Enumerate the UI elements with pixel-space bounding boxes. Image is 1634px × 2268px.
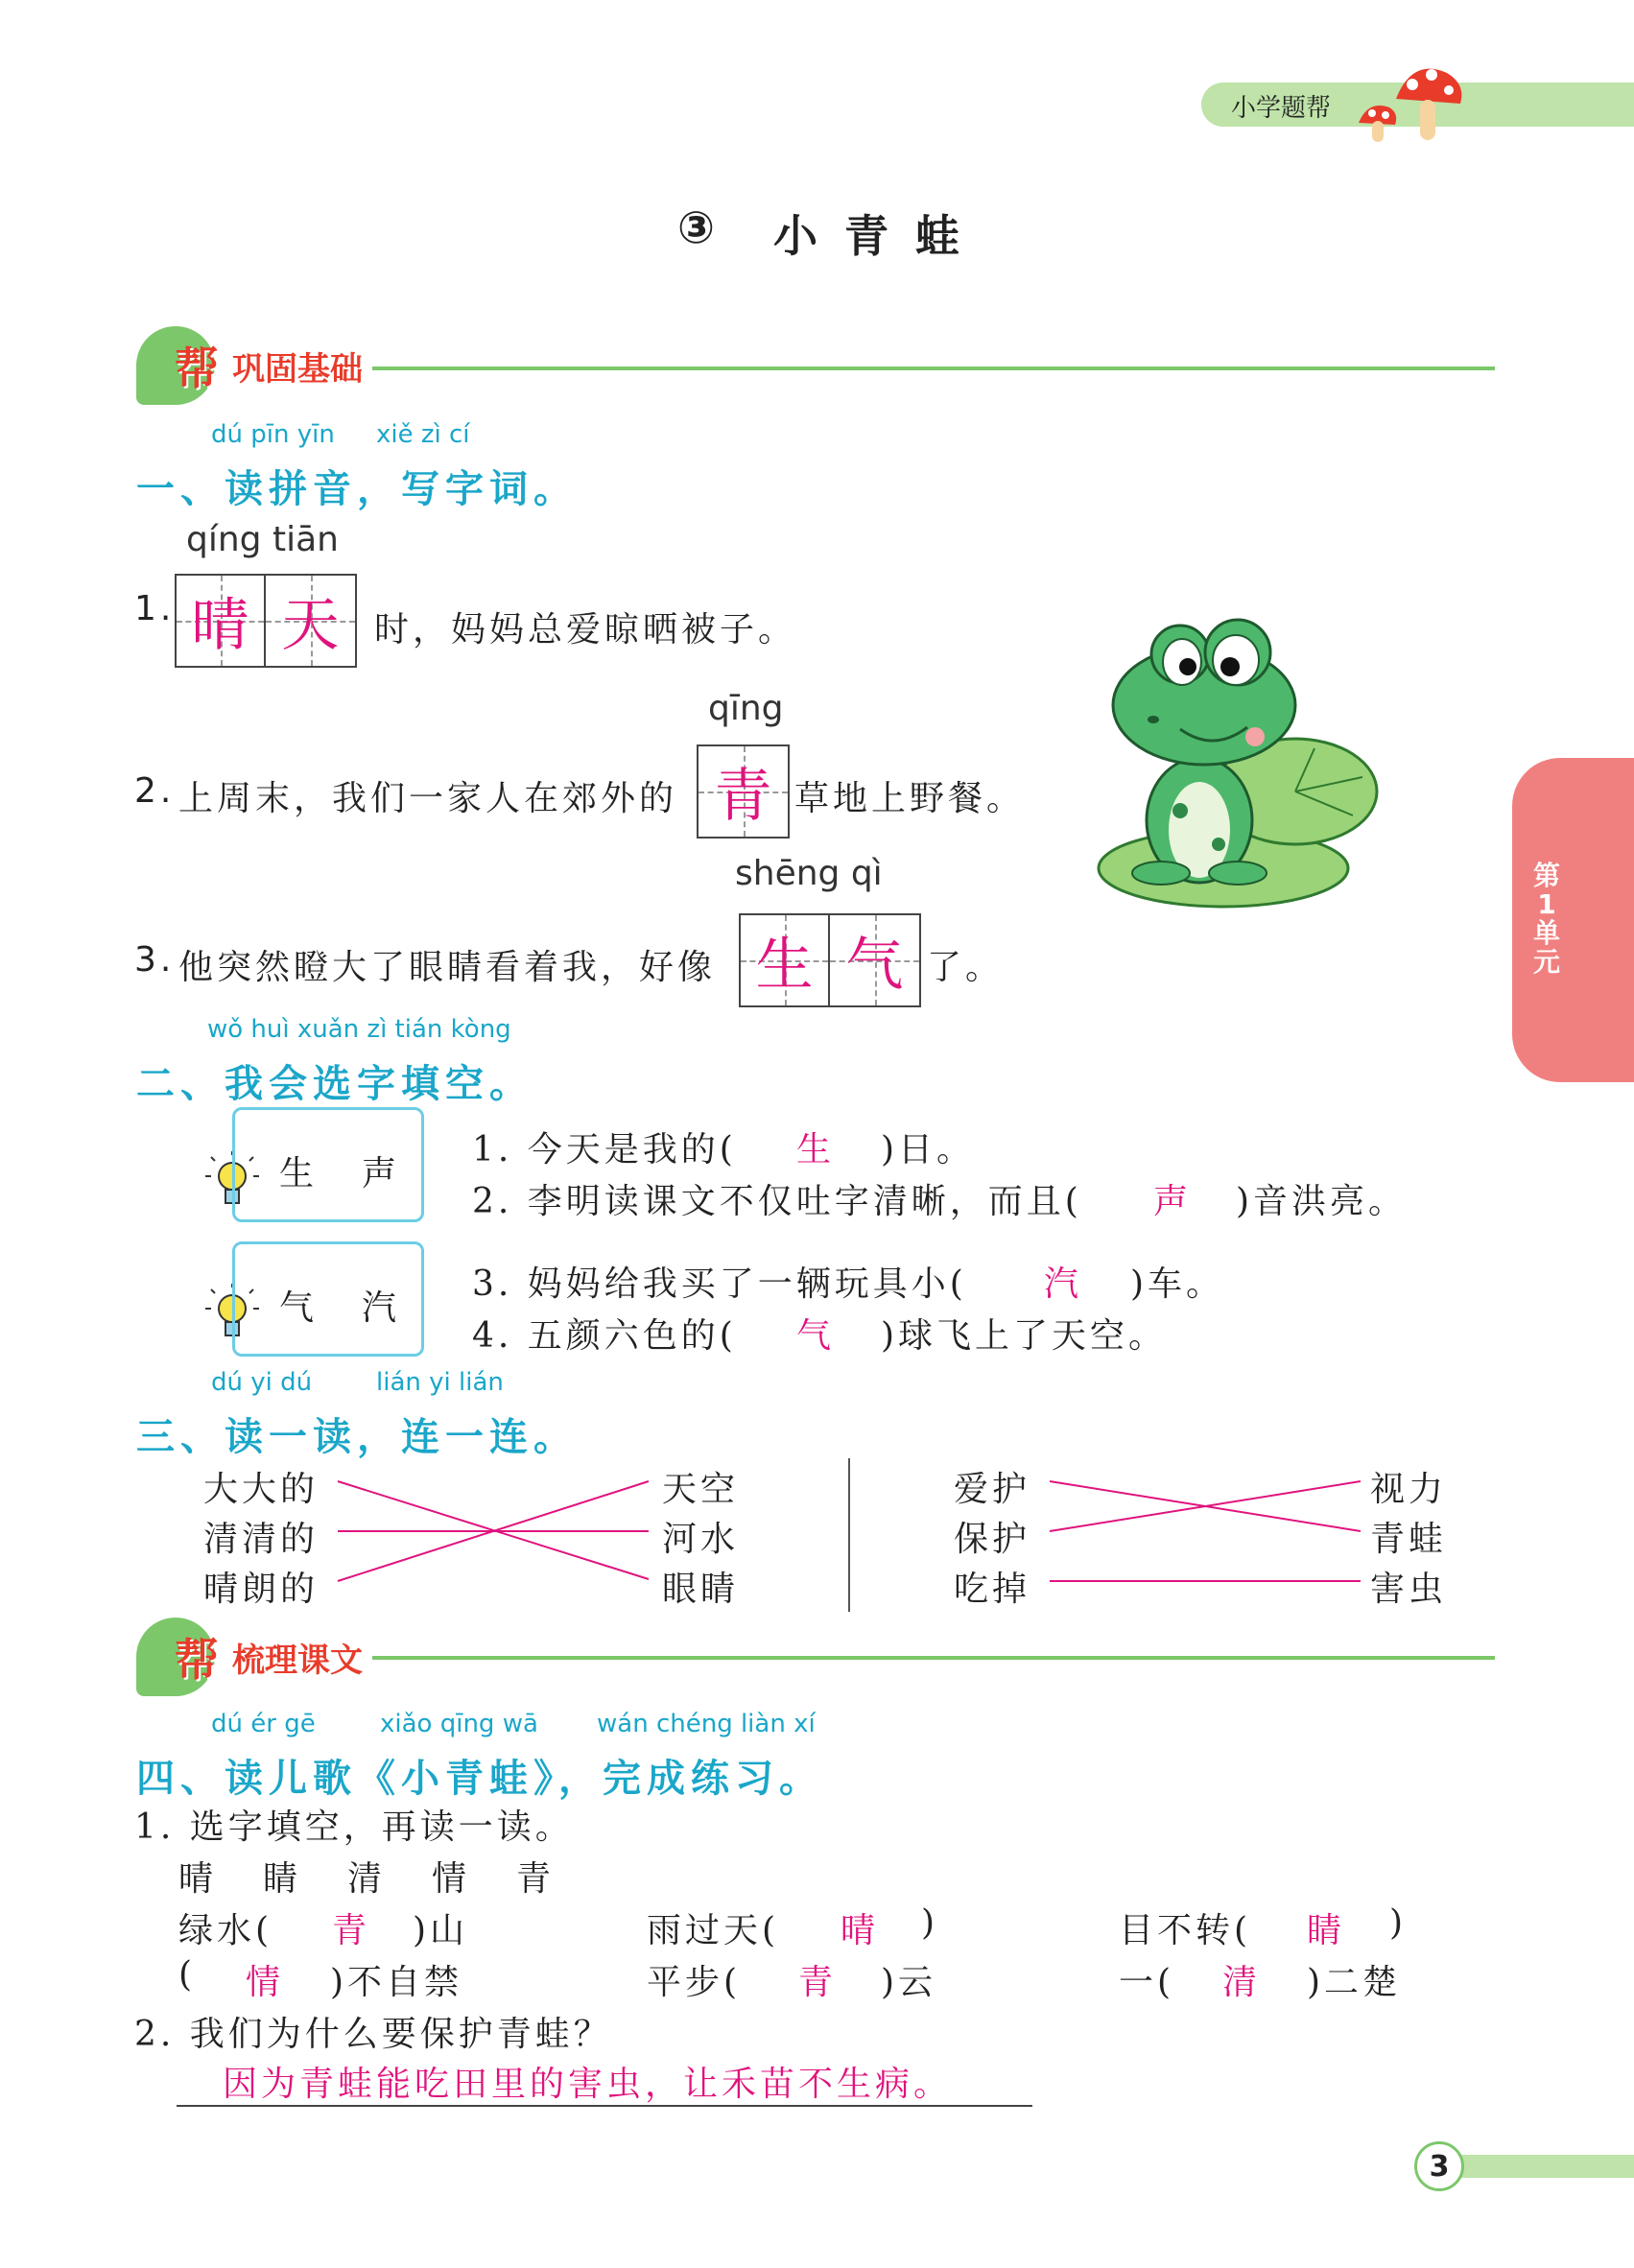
q3-right-b-2: 青蛙 [1370,1520,1448,1559]
choice-char: 生 [279,1154,315,1193]
q2-pinyin: wǒ huì xuǎn zì tián kòng [207,1015,511,1044]
q1-item2-num: 2. [134,771,176,811]
q4-fill4-answer[interactable]: 情 [246,1963,285,2002]
q4-fill6-after: )二楚 [1307,1963,1402,2002]
unit-side-tab-label: 第1单元 [1532,860,1560,978]
choice-char: 气 [279,1288,315,1328]
q4-answer2[interactable]: 因为青蛙能吃田里的害虫，让禾苗不生病。 [223,2065,953,2104]
q2-item4-before: 4. 五颜六色的( [472,1316,737,1356]
q1-pinyin-2: xiě zì cí [376,420,470,449]
q1-pinyin-1: dú pīn yīn [211,420,335,449]
q4-fill4-before: ( [178,1955,197,1995]
q4-sub2: 2. 我们为什么要保护青蛙？ [134,2015,612,2054]
q1-title: 一、读拼音，写字词。 [136,467,578,511]
q4-fill6-answer[interactable]: 清 [1222,1963,1262,2002]
q4-choice: 青 [516,1859,556,1899]
section-title: 巩固基础 [232,349,363,389]
q1-item3-after: 了。 [927,948,1005,987]
q4-fill3-after: ) [1389,1903,1408,1943]
q2-item1-before: 1. 今天是我的( [472,1130,737,1169]
q4-pinyin-3: wán chéng liàn xí [597,1710,816,1738]
q4-fill1-before: 绿水( [178,1911,273,1950]
q4-choice: 晴 [178,1859,218,1899]
q2-item3-after: )车。 [1130,1264,1225,1304]
q1-item2-before: 上周末，我们一家人在郊外的 [178,779,678,818]
q2-item3-answer[interactable]: 汽 [1044,1264,1083,1304]
q3-left-a-2: 清清的 [203,1520,320,1559]
q4-fill5-answer[interactable]: 青 [798,1963,838,2002]
q4-fill3-before: 目不转( [1119,1911,1252,1950]
q4-fill5-before: 平步( [647,1963,742,2002]
page-number: 3 [1414,2141,1464,2191]
section-title: 梳理课文 [232,1641,363,1680]
header-brand: 小学题帮 [1231,94,1332,123]
choice-char: 汽 [362,1288,397,1328]
writing-cell[interactable]: 晴 [177,576,266,666]
q3-left-a-1: 大大的 [203,1470,320,1509]
q4-choice: 情 [432,1859,471,1899]
q3-right-b-3: 害虫 [1370,1570,1448,1609]
q4-title: 四、读儿歌《小青蛙》，完成练习。 [136,1757,823,1801]
q4-pinyin-2: xiǎo qīng wā [380,1710,538,1738]
q2-item3-before: 3. 妈妈给我买了一辆玩具小( [472,1264,967,1304]
writing-cell[interactable]: 天 [266,576,355,666]
lesson-title: 小 青 蛙 [773,210,966,262]
q1-item2-after: 草地上野餐。 [794,779,1026,818]
q3-pinyin-1: dú yi dú [211,1368,313,1397]
q2-item1-after: )日。 [881,1130,976,1169]
q4-fill3-answer[interactable]: 睛 [1307,1911,1346,1950]
q2-item4-after: )球飞上了天空。 [881,1316,1168,1356]
q1-item1-num: 1. [134,589,176,628]
q4-choice: 清 [347,1859,387,1899]
answer-underline [177,2105,1032,2107]
q3-right-a-1: 爱护 [954,1470,1031,1509]
q4-fill6-before: 一( [1119,1963,1175,2002]
q4-fill2-before: 雨过天( [647,1911,780,1950]
q3-title: 三、读一读，连一连。 [136,1415,578,1459]
q1-item3-num: 3. [134,940,176,980]
q4-fill1-after: )山 [413,1911,469,1950]
q3-right-a-3: 吃掉 [954,1570,1031,1609]
q1-item1-text: 时，妈妈总爱晾晒被子。 [374,610,797,650]
q2-title: 二、我会选字填空。 [136,1062,533,1106]
q2-item4-answer[interactable]: 气 [796,1316,836,1356]
section-badge: 帮 [136,1618,215,1696]
q1-item3-before: 他突然瞪大了眼睛看着我，好像 [178,948,717,987]
q3-pinyin-2: lián yi lián [376,1368,504,1397]
q1-item2-pinyin: qīng [708,689,784,728]
q4-sub1: 1. 选字填空，再读一读。 [134,1807,574,1847]
q4-fill2-after: ) [921,1903,939,1943]
footer-bar [1439,2155,1634,2178]
q3-right-a-2: 保护 [954,1520,1031,1559]
q3-left-a-3: 晴朗的 [203,1570,320,1609]
choice-char: 声 [362,1154,397,1193]
q1-item3-pinyin: shēng qì [735,854,883,893]
q3-left-b-3: 眼睛 [662,1570,740,1609]
q4-fill1-answer[interactable]: 青 [332,1911,371,1950]
q3-left-b-2: 河水 [662,1520,740,1559]
q2-item2-after: )音洪亮。 [1236,1182,1408,1221]
q3-right-b-1: 视力 [1370,1470,1448,1509]
q4-fill2-answer[interactable]: 晴 [841,1911,880,1950]
writing-cell[interactable]: 青 [699,746,788,837]
q2-item2-before: 2. 李明读课文不仅吐字清晰，而且( [472,1182,1082,1221]
q4-pinyin-1: dú ér gē [211,1710,316,1738]
section-badge: 帮 [136,326,215,405]
section-divider [372,1656,1495,1660]
writing-cell[interactable]: 气 [830,915,919,1005]
q2-item2-answer[interactable]: 声 [1153,1182,1193,1221]
section-header-text [136,1618,363,1696]
q4-fill4-after: )不自禁 [330,1963,463,2002]
writing-cell[interactable]: 生 [741,915,830,1005]
q1-item1-pinyin: qíng tiān [186,520,339,559]
q2-item1-answer[interactable]: 生 [796,1130,836,1169]
q4-choice: 睛 [263,1859,302,1899]
q4-fill5-after: )云 [881,1963,937,2002]
q3-left-b-1: 天空 [662,1470,740,1509]
lesson-number: ③ [677,201,715,253]
